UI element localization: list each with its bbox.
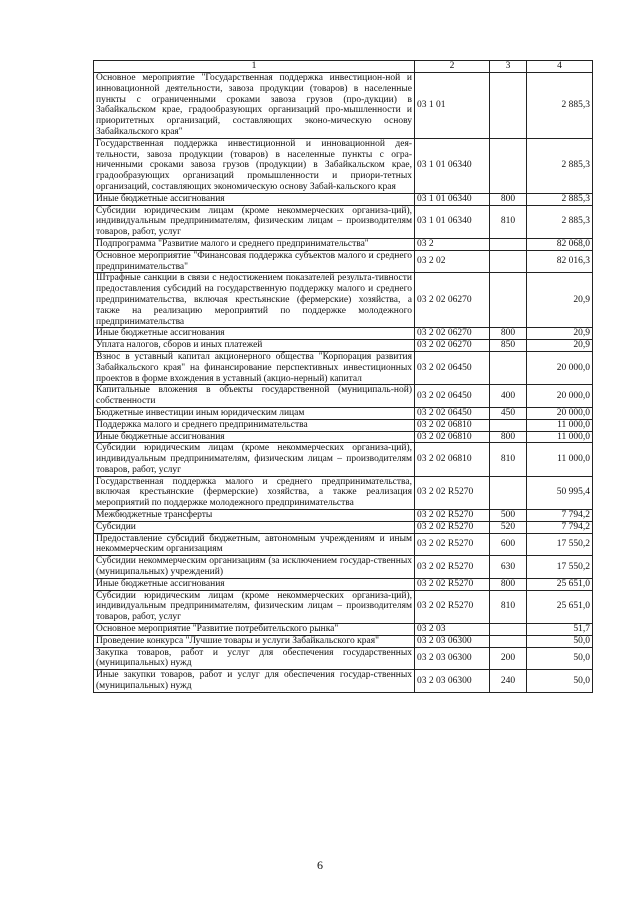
cell-amount: 20 000,0: [527, 351, 593, 384]
cell-code: 03 2 03 06300: [415, 647, 490, 670]
cell-expense-type: [490, 476, 527, 509]
table-row: [94, 407, 593, 419]
cell-code: 03 2 02 06270: [415, 340, 490, 352]
table-row: [94, 273, 593, 328]
cell-code: 03 2 02 R5270: [415, 533, 490, 556]
cell-code: 03 2 03 06300: [415, 635, 490, 647]
cell-name: Субсидии юридическим лицам (кроме некоммерческих организа-ций), индивидуальным предпринимателям, физическим лицам – производителям товаров, работ, услуг: [94, 443, 415, 476]
cell-amount: 25 651,0: [527, 590, 593, 623]
cell-amount: 17 550,2: [527, 533, 593, 556]
cell-code: 03 2 03: [415, 624, 490, 636]
cell-amount: 50,0: [527, 670, 593, 693]
cell-code: 03 2 02 06270: [415, 273, 490, 328]
cell-amount: 82 068,0: [527, 238, 593, 250]
cell-name: Основное мероприятие "Государственная поддержка инвестицион-ной и инновационной деятельности, завоза продукции (товаров) в населенные пункты с ограниченными сроками завоза грузов (про-дукции) в Забайкальском крае, градообразующих организаций про-мышленности и приоритетных организаций, составляющих эконо-мическую основу Забайкальского края": [94, 73, 415, 139]
table-row: [94, 73, 593, 139]
cell-code: 03 2 02 06810: [415, 431, 490, 443]
table-header: [94, 61, 593, 73]
cell-name: Основное мероприятие "Развитие потребительского рынка": [94, 624, 415, 636]
cell-expense-type: [490, 250, 527, 273]
cell-name: Штрафные санкции в связи с недостижением показателей результа-тивности предоставления субсидий на государственную поддержку малого и среднего предпринимательства, включая крестьянские (фермерские) хозяйства, а также на реализацию мероприятий по поддержке молодежного предпринимательства: [94, 273, 415, 328]
table-body: [94, 73, 593, 693]
column-header-2: 2: [415, 61, 490, 73]
column-header-1: 1: [94, 61, 415, 73]
cell-expense-type: [490, 273, 527, 328]
cell-name: Иные бюджетные ассигнования: [94, 328, 415, 340]
cell-name: Иные закупки товаров, работ и услуг для обеспечения государ-ственных (муниципальных) нужд: [94, 670, 415, 693]
cell-name: Основное мероприятие "Финансовая поддержка субъектов малого и среднего предпринимательства": [94, 250, 415, 273]
table-row: [94, 431, 593, 443]
cell-amount: 20,9: [527, 328, 593, 340]
cell-amount: 82 016,3: [527, 250, 593, 273]
table-row: [94, 590, 593, 623]
cell-name: Субсидии: [94, 521, 415, 533]
table-row: [94, 647, 593, 670]
cell-name: Государственная поддержка инвестиционной и инновационной дея-тельности, завоза продукции (товаров) в населенные пункты с огра-ниченными сроками завоза грузов (продукции) в Забайкальском крае, градообразующих организаций промышленности и приори-тетных организаций, составляющих экономическую основу Забай-кальского края: [94, 138, 415, 193]
cell-expense-type: 200: [490, 647, 527, 670]
cell-name: Субсидии некоммерческим организациям (за исключением государ-ственных (муниципальных) учреждений): [94, 556, 415, 579]
cell-code: 03 2 02 R5270: [415, 556, 490, 579]
cell-amount: 25 651,0: [527, 578, 593, 590]
cell-code: 03 2 02 R5270: [415, 590, 490, 623]
table-row: [94, 340, 593, 352]
cell-amount: 7 794,2: [527, 521, 593, 533]
cell-amount: 50,0: [527, 635, 593, 647]
table-row: [94, 238, 593, 250]
header-row: [94, 61, 593, 73]
cell-name: Капитальные вложения в объекты государственной (муниципаль-ной) собственности: [94, 385, 415, 408]
cell-code: 03 2 02 R5270: [415, 476, 490, 509]
cell-expense-type: 810: [490, 590, 527, 623]
cell-expense-type: [490, 419, 527, 431]
cell-expense-type: 800: [490, 193, 527, 205]
cell-amount: 20 000,0: [527, 385, 593, 408]
table-row: [94, 138, 593, 193]
cell-expense-type: 520: [490, 521, 527, 533]
table-row: [94, 443, 593, 476]
column-header-4: 4: [527, 61, 593, 73]
cell-name: Предоставление субсидий бюджетным, автономным учреждениям и иным некоммерческим организациям: [94, 533, 415, 556]
table-row: [94, 250, 593, 273]
table-row: [94, 328, 593, 340]
cell-code: 03 2 02 R5270: [415, 578, 490, 590]
cell-name: Иные бюджетные ассигнования: [94, 578, 415, 590]
cell-name: Закупка товаров, работ и услуг для обеспечения государственных (муниципальных) нужд: [94, 647, 415, 670]
cell-expense-type: [490, 635, 527, 647]
cell-amount: 20,9: [527, 273, 593, 328]
cell-name: Взнос в уставный капитал акционерного общества "Корпорация развития Забайкальского края" на финансирование перспективных инвестиционных проектов в форме вхождения в уставный (акцио-нерный) капитал: [94, 351, 415, 384]
cell-code: 03 2: [415, 238, 490, 250]
cell-amount: 11 000,0: [527, 419, 593, 431]
cell-amount: 20 000,0: [527, 407, 593, 419]
cell-expense-type: [490, 351, 527, 384]
table-row: [94, 578, 593, 590]
cell-name: Субсидии юридическим лицам (кроме некоммерческих организа-ций), индивидуальным предпринимателям, физическим лицам – производителям товаров, работ, услуг: [94, 590, 415, 623]
cell-expense-type: 800: [490, 431, 527, 443]
cell-expense-type: 600: [490, 533, 527, 556]
column-header-3: 3: [490, 61, 527, 73]
cell-expense-type: 810: [490, 205, 527, 238]
cell-amount: 2 885,3: [527, 73, 593, 139]
cell-code: 03 2 02 06810: [415, 419, 490, 431]
cell-amount: 17 550,2: [527, 556, 593, 579]
cell-expense-type: 630: [490, 556, 527, 579]
cell-amount: 2 885,3: [527, 138, 593, 193]
cell-name: Иные бюджетные ассигнования: [94, 193, 415, 205]
cell-name: Поддержка малого и среднего предпринимательства: [94, 419, 415, 431]
table-row: [94, 510, 593, 522]
cell-code: 03 2 02 06450: [415, 351, 490, 384]
table-row: [94, 385, 593, 408]
table-row: [94, 476, 593, 509]
cell-name: Подпрограмма "Развитие малого и среднего предпринимательства": [94, 238, 415, 250]
cell-code: 03 2 02 06810: [415, 443, 490, 476]
cell-expense-type: 400: [490, 385, 527, 408]
table-row: [94, 351, 593, 384]
cell-name: Бюджетные инвестиции иным юридическим лицам: [94, 407, 415, 419]
table-row: [94, 670, 593, 693]
cell-expense-type: 500: [490, 510, 527, 522]
cell-name: Субсидии юридическим лицам (кроме некоммерческих организа-ций), индивидуальным предпринимателям, физическим лицам – производителям товаров, работ, услуг: [94, 205, 415, 238]
cell-name: Государственная поддержка малого и среднего предпринимательства, включая крестьянские (фермерские) хозяйства, а также реализация мероприятий по поддержке молодежного предпринимательства: [94, 476, 415, 509]
table-row: [94, 521, 593, 533]
cell-name: Иные бюджетные ассигнования: [94, 431, 415, 443]
table-row: [94, 635, 593, 647]
cell-amount: 11 000,0: [527, 443, 593, 476]
cell-code: 03 2 02 R5270: [415, 510, 490, 522]
table-row: [94, 533, 593, 556]
cell-code: 03 1 01: [415, 73, 490, 139]
cell-amount: 20,9: [527, 340, 593, 352]
table-row: [94, 205, 593, 238]
cell-code: 03 2 02: [415, 250, 490, 273]
cell-expense-type: [490, 238, 527, 250]
cell-expense-type: 450: [490, 407, 527, 419]
cell-amount: 2 885,3: [527, 193, 593, 205]
cell-expense-type: [490, 138, 527, 193]
cell-code: 03 2 02 06270: [415, 328, 490, 340]
table-row: [94, 624, 593, 636]
cell-expense-type: [490, 624, 527, 636]
cell-expense-type: [490, 73, 527, 139]
cell-name: Уплата налогов, сборов и иных платежей: [94, 340, 415, 352]
cell-expense-type: 800: [490, 578, 527, 590]
cell-code: 03 1 01 06340: [415, 193, 490, 205]
cell-amount: 50,0: [527, 647, 593, 670]
cell-expense-type: 240: [490, 670, 527, 693]
budget-table: [93, 60, 593, 693]
cell-code: 03 1 01 06340: [415, 205, 490, 238]
cell-code: 03 2 02 06450: [415, 407, 490, 419]
cell-code: 03 2 02 R5270: [415, 521, 490, 533]
table-row: [94, 193, 593, 205]
cell-amount: 50 995,4: [527, 476, 593, 509]
cell-expense-type: 800: [490, 328, 527, 340]
cell-amount: 7 794,2: [527, 510, 593, 522]
cell-amount: 51,7: [527, 624, 593, 636]
cell-name: Межбюджетные трансферты: [94, 510, 415, 522]
cell-expense-type: 810: [490, 443, 527, 476]
cell-code: 03 2 03 06300: [415, 670, 490, 693]
cell-name: Проведение конкурса "Лучшие товары и услуги Забайкальского края": [94, 635, 415, 647]
cell-expense-type: 850: [490, 340, 527, 352]
cell-code: 03 2 02 06450: [415, 385, 490, 408]
cell-amount: 11 000,0: [527, 431, 593, 443]
cell-amount: 2 885,3: [527, 205, 593, 238]
page-number: 6: [317, 858, 323, 872]
cell-code: 03 1 01 06340: [415, 138, 490, 193]
table-row: [94, 419, 593, 431]
table-row: [94, 556, 593, 579]
